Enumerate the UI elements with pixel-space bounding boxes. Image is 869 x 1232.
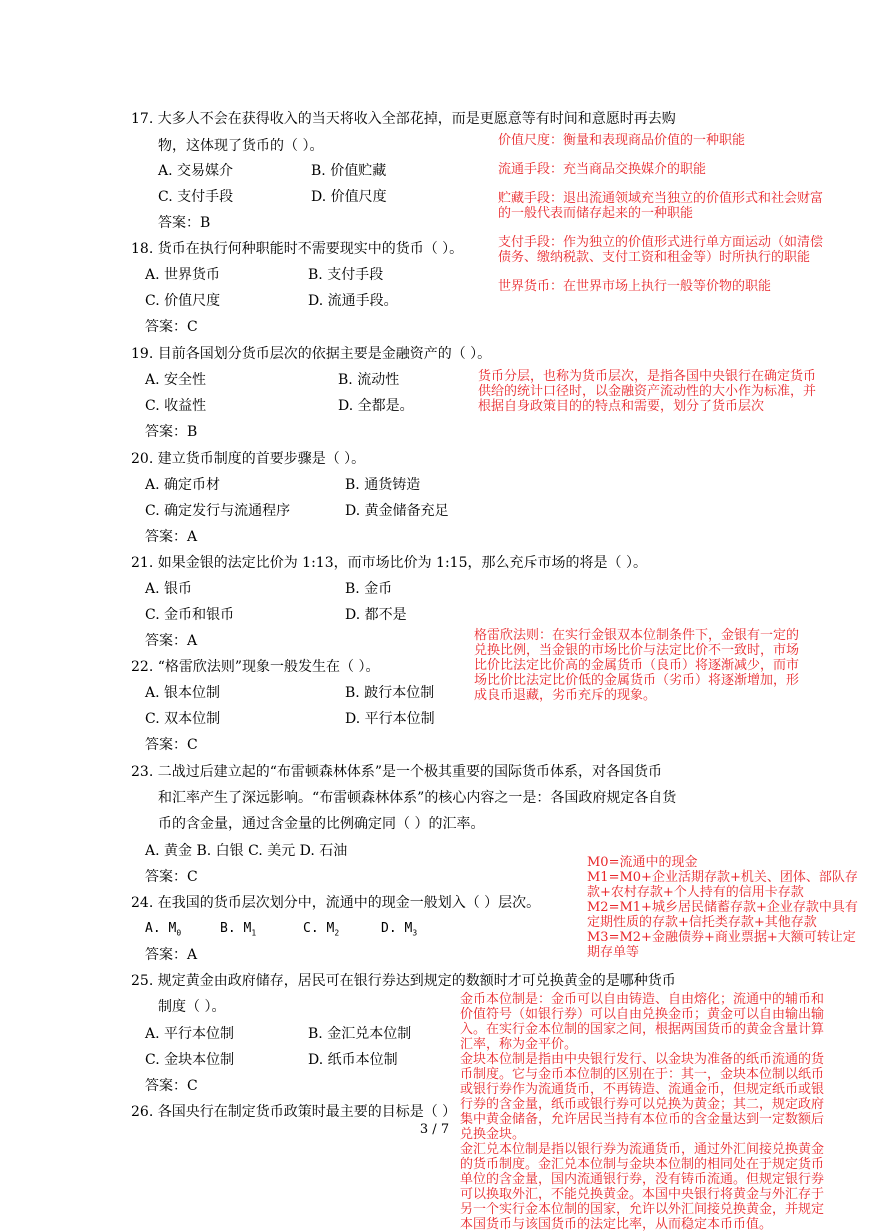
q23-line2: 和汇率产生了深远影响。“布雷顿森林体系”的核心内容之一是：各国政府规定各自货 [158, 790, 677, 806]
q25-line1: 25. 规定黄金由政府储存，居民可在银行券达到规定的数额时才可兑换黄金的是哪种货币 [131, 973, 676, 989]
q22-option-a: A. 银本位制 [145, 685, 221, 701]
q23-answer: 答案：C [145, 869, 198, 885]
q22-option-c: C. 双本位制 [145, 711, 221, 727]
q19-option-c: C. 收益性 [145, 398, 207, 414]
q19-answer: 答案：B [145, 424, 198, 440]
q21-option-c: C. 金币和银币 [145, 607, 235, 623]
note-greshams-law: 格雷欣法则：在实行金银双本位制条件下，金银有一定的 兑换比例，当金银的市场比价与法定比价不一致时，市场 比价比法定比价高的金属货币（良币）将逐渐减少，而市 场比价比法定比价低的金属货币（劣币）将逐渐增加，形 成良币退藏，劣币充斥的现象。 [474, 628, 800, 703]
q18-answer: 答案：C [145, 319, 198, 335]
note-standard-systems: 金币本位制是：金币可以自由铸造、自由熔化；流通中的辅币和 价值符号（如银行券）可以自由兑换金币；黄金可以自由输出输 入。在实行金本位制的国家之间，根据两国货币的黄金含量计算 汇率，称为金平价。 金块本位制是指由中央银行发行、以金块为准备的纸币流通的货 币制度。它与金币本位制的区别在于：其一，金块本位制以纸币 或银行券作为流通货币，不再铸造、流通金币，但规定纸币或银 行券的含金量，纸币或银行券可以兑换为黄金；其二，规定政府 集中黄金储备，允许居民当持有本位币的含金量达到一定数额后 兑换金块。 金汇兑本位制是指以银行券为流通货币，通过外汇间接兑换黄金 的货币制度。金汇兑本位制与金块本位制的相同处在于规定货币 单位的含金量，国内流通银行券，没有铸币流通。但规定银行券 可以换取外汇，不能兑换黄金。本国中央银行将黄金与外汇存于 另一个实行金本位制的国家，允许以外汇间接兑换黄金，并规定 本国货币与该国货币的法定比率，从而稳定本币币值。 [460, 992, 825, 1232]
q20-option-b: B. 通货铸造 [345, 477, 421, 493]
q24-option-c: C. $M_2$ [303, 921, 340, 938]
q25-option-b: B. 金汇兑本位制 [308, 1026, 412, 1042]
q17-answer: 答案：B [158, 215, 211, 231]
q24-option-a: A. $M_0$ [145, 921, 182, 938]
q24-line1: 24. 在我国的货币层次划分中，流通中的现金一般划入（ ）层次。 [131, 895, 541, 911]
q20-line1: 20. 建立货币制度的首要步骤是（ ）。 [131, 451, 366, 467]
q19-option-a: A. 安全性 [145, 372, 207, 388]
q20-option-c: C. 确定发行与流通程序 [145, 503, 291, 519]
q20-option-a: A. 确定币材 [145, 477, 221, 493]
q25-option-a: A. 平行本位制 [145, 1026, 235, 1042]
q17-option-c: C. 支付手段 [158, 189, 234, 205]
q21-option-b: B. 金币 [345, 581, 393, 597]
q21-line1: 21. 如果金银的法定比价为 1:13，而市场比价为 1:15，那么充斥市场的将是（ ）。 [131, 555, 647, 571]
q17-option-b: B. 价值贮藏 [311, 163, 387, 179]
q25-answer: 答案：C [145, 1078, 198, 1094]
q19-option-b: B. 流动性 [338, 372, 400, 388]
q20-option-d: D. 黄金储备充足 [345, 503, 449, 519]
note-store-of-value: 贮藏手段：退出流通领域充当独立的价值形式和社会财富 的一般代表而储存起来的一种职能 [498, 191, 824, 221]
q17-line1: 17. 大多人不会在获得收入的当天将收入全部花掉，而是更愿意等有时间和意愿时再去购 [131, 111, 676, 127]
q26-line1: 26. 各国央行在制定货币政策时最主要的目标是（ ） [131, 1104, 457, 1120]
q22-line1: 22. “格雷欣法则”现象一般发生在（ ）。 [131, 659, 380, 675]
q17-line2: 物，这体现了货币的（ ）。 [158, 138, 324, 154]
note-means-of-payment: 支付手段：作为独立的价值形式进行单方面运动（如清偿 债务、缴纳税款、支付工资和租金等）时所执行的职能 [498, 235, 824, 265]
q23-options: A. 黄金 B. 白银 C. 美元 D. 石油 [145, 843, 348, 859]
q25-line2: 制度（ ）。 [158, 999, 226, 1015]
q21-option-a: A. 银币 [145, 581, 193, 597]
page-number: 3 / 7 [419, 1122, 450, 1137]
q22-option-b: B. 跛行本位制 [345, 685, 435, 701]
note-money-supply-layers: M0=流通中的现金 M1=M0+企业活期存款+机关、团体、部队存 款+农村存款+个人持有的信用卡存款 M2=M1+城乡居民储蓄存款+企业存款中具有 定期性质的存款+信托类存款+其他存款 M3=M2+金融债券+商业票据+大额可转让定 期存单等 [587, 855, 858, 960]
q18-option-c: C. 价值尺度 [145, 293, 221, 309]
q21-option-d: D. 都不是 [345, 607, 407, 623]
q25-option-c: C. 金块本位制 [145, 1052, 235, 1068]
note-medium-of-exchange: 流通手段：充当商品交换媒介的职能 [498, 162, 707, 177]
q24-option-d: D. $M_3$ [381, 921, 418, 938]
q18-option-b: B. 支付手段 [308, 267, 384, 283]
q18-option-d: D. 流通手段。 [308, 293, 398, 309]
q22-option-d: D. 平行本位制 [345, 711, 435, 727]
q21-answer: 答案：A [145, 633, 198, 649]
q18-line1: 18. 货币在执行何种职能时不需要现实中的货币（ ）。 [131, 241, 464, 257]
q25-option-d: D. 纸币本位制 [308, 1052, 398, 1068]
note-world-money: 世界货币：在世界市场上执行一般等价物的职能 [498, 279, 772, 294]
q24-answer: 答案：A [145, 947, 198, 963]
q24-option-b: B. $M_1$ [220, 921, 257, 938]
q17-option-a: A. 交易媒介 [158, 163, 234, 179]
note-money-layers: 货币分层，也称为货币层次，是指各国中央银行在确定货币 供给的统计口径时，以金融资产流动性的大小作为标准，并 根据自身政策目的的特点和需要，划分了货币层次 [478, 369, 817, 414]
q18-option-a: A. 世界货币 [145, 267, 221, 283]
q23-line1: 23. 二战过后建立起的“布雷顿森林体系”是一个极其重要的国际货币体系，对各国货币 [131, 764, 663, 780]
q22-answer: 答案：C [145, 737, 198, 753]
q17-option-d: D. 价值尺度 [311, 189, 387, 205]
note-systems-line: 本国货币与该国货币的法定比率，从而稳定本币币值。 [460, 1217, 773, 1232]
q19-line1: 19. 目前各国划分货币层次的依据主要是金融资产的（ ）。 [131, 346, 492, 362]
q19-option-d: D. 全都是。 [338, 398, 414, 414]
q23-line3: 币的含金量，通过含金量的比例确定同（ ）的汇率。 [158, 816, 485, 832]
note-value-measure: 价值尺度：衡量和表现商品价值的一种职能 [498, 133, 746, 148]
q20-answer: 答案：A [145, 529, 198, 545]
